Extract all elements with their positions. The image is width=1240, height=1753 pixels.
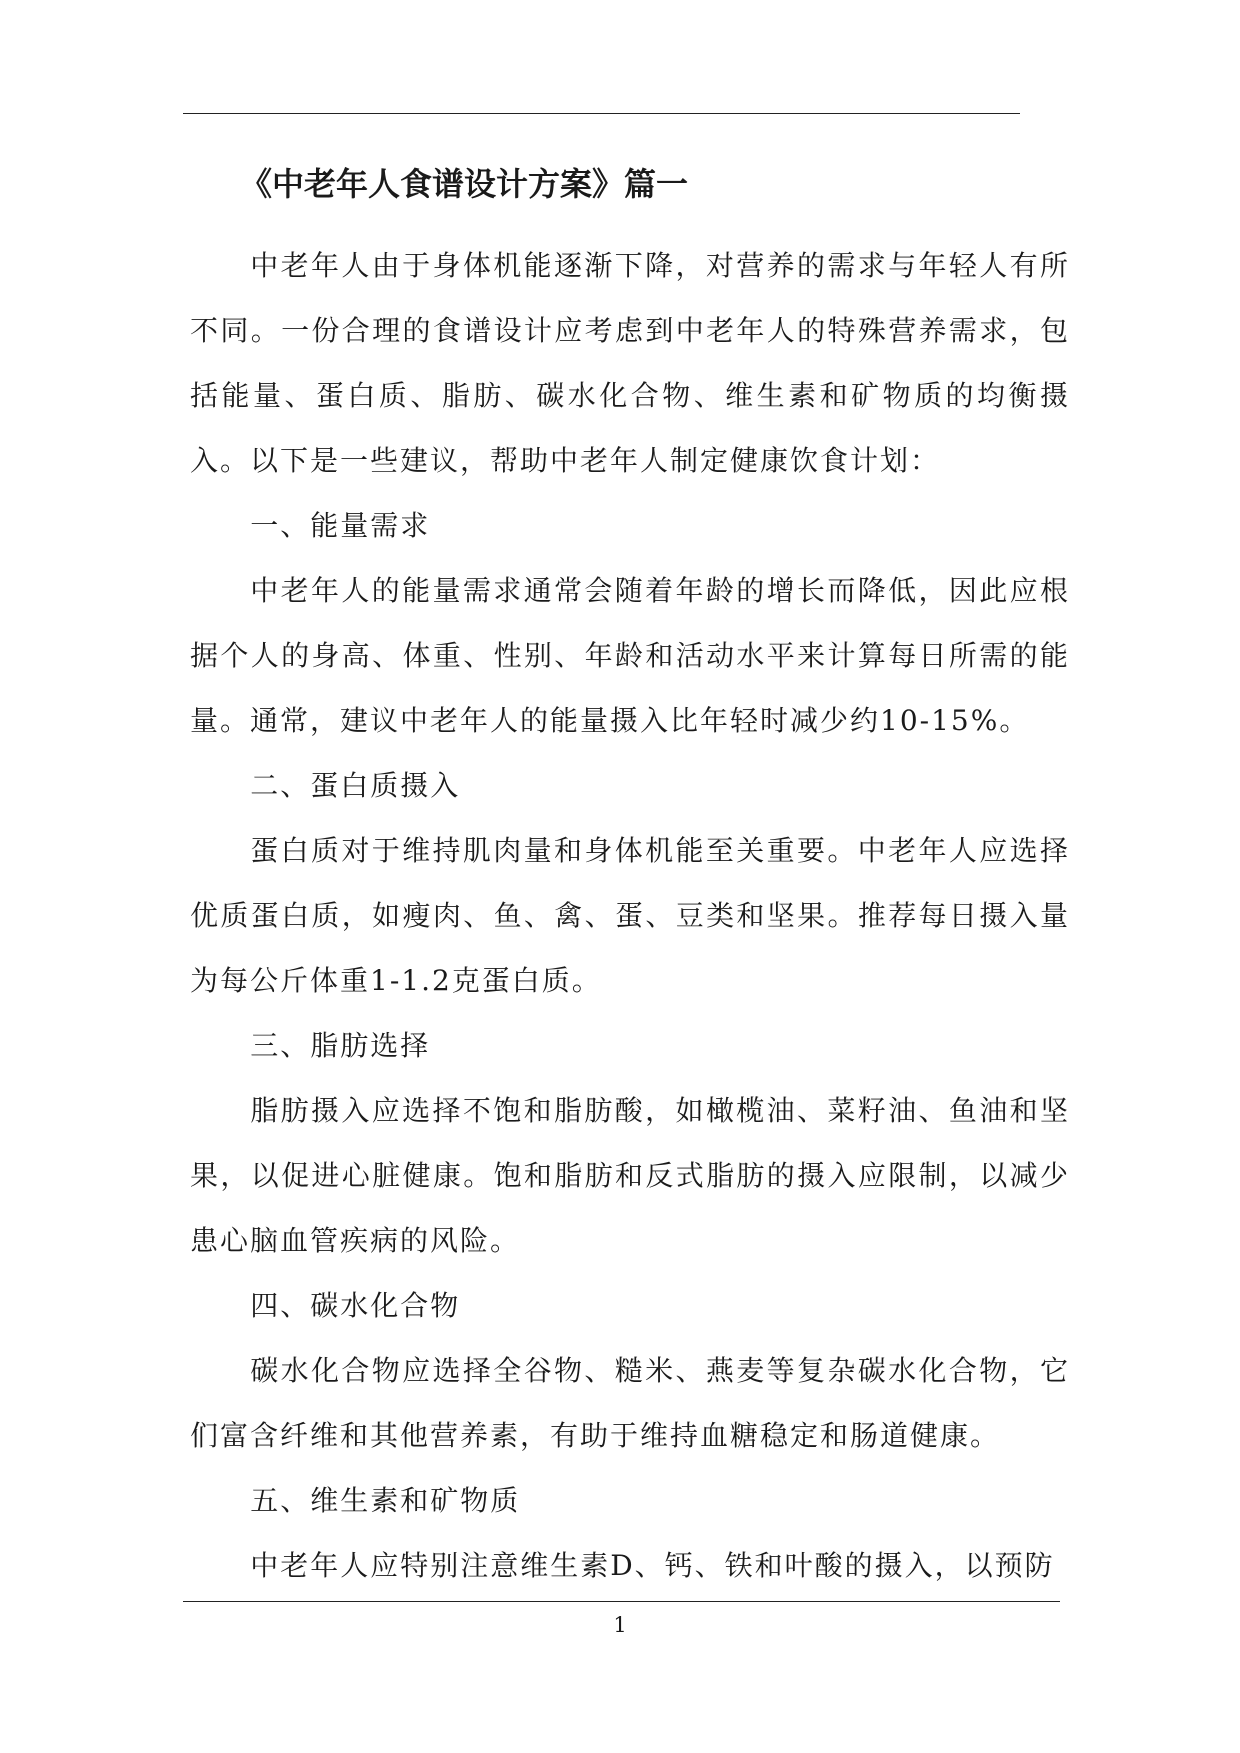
protein-paragraph: 蛋白质对于维持肌肉量和身体机能至关重要。中老年人应选择优质蛋白质，如瘦肉、鱼、禽、蛋、豆类和坚果。推荐每日摄入量为每公斤体重1-1.2克蛋白质。 <box>190 834 1070 997</box>
fat-paragraph: 脂肪摄入应选择不饱和脂肪酸，如橄榄油、菜籽油、鱼油和坚果，以促进心脏健康。饱和脂肪和反式脂肪的摄入应限制，以减少患心脑血管疾病的风险。 <box>190 1094 1070 1257</box>
page-number: 1 <box>613 1613 627 1637</box>
energy-paragraph: 中老年人的能量需求通常会随着年龄的增长而降低，因此应根据个人的身高、体重、性别、年龄和活动水平来计算每日所需的能量。通常，建议中老年人的能量摄入比年轻时减少约10-15%。 <box>190 574 1070 737</box>
document-body <box>190 233 1070 1598</box>
intro-paragraph: 中老年人由于身体机能逐渐下降，对营养的需求与年轻人有所不同。一份合理的食谱设计应考虑到中老年人的特殊营养需求，包括能量、蛋白质、脂肪、碳水化合物、维生素和矿物质的均衡摄入。以下是一些建议，帮助中老年人制定健康饮食计划： <box>190 249 1070 477</box>
section-heading-carbohydrate: 四、碳水化合物 <box>250 1289 461 1322</box>
vitamins-minerals-paragraph: 中老年人应特别注意维生素D、钙、铁和叶酸的摄入，以预防 <box>250 1549 1055 1582</box>
section-heading-energy: 一、能量需求 <box>250 509 431 542</box>
document-title: 《中老年人食谱设计方案》篇一 <box>240 165 689 203</box>
section-heading-fat: 三、脂肪选择 <box>250 1029 431 1062</box>
footer-rule <box>183 1601 1060 1602</box>
header-rule <box>183 113 1020 114</box>
section-heading-protein: 二、蛋白质摄入 <box>250 769 461 802</box>
carbohydrate-paragraph: 碳水化合物应选择全谷物、糙米、燕麦等复杂碳水化合物，它们富含纤维和其他营养素，有助于维持血糖稳定和肠道健康。 <box>190 1354 1070 1452</box>
section-heading-vitamins-minerals: 五、维生素和矿物质 <box>250 1484 521 1517</box>
